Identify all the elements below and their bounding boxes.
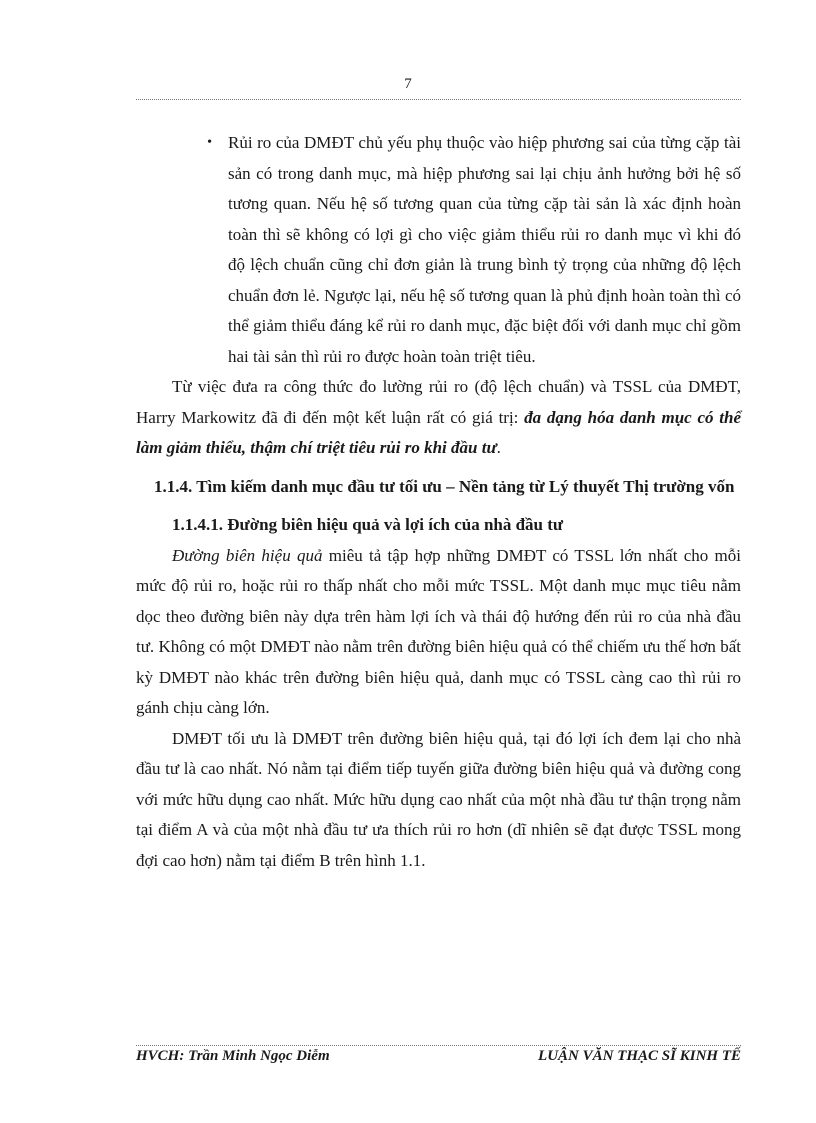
header-rule [136,99,741,100]
page-footer [136,1048,741,1065]
efficient-frontier-term: Đường biên hiệu quả [172,545,323,565]
paragraph-optimal-portfolio: DMĐT tối ưu là DMĐT trên đường biên hiệu quả, tại đó lợi ích đem lại cho nhà đầu tư là cao nhất. Nó nằm tại điểm tiếp tuyến giữa đường biên hiệu quả và đường cong với mức hữu dụng cao nhất. Mức hữu dụng cao nhất của một nhà đầu tư thận trọng nằm tại điểm A và của một nhà đầu tư ưa thích rủi ro hơn (dĩ nhiên sẽ đạt được TSSL mong đợi cao hơn) nằm tại điểm B trên hình 1.1. [136,728,741,870]
footer-author: HVCH: Trần Minh Ngọc Diễm [136,1048,330,1064]
bullet-item [136,128,741,372]
paragraph-markowitz-end: . [496,438,501,457]
paragraph-efficient-frontier [136,541,741,724]
bullet-marker: • [207,135,212,150]
section-heading-1-1-4: 1.1.4. Tìm kiếm danh mục đầu tư tối ưu – Nền tảng từ Lý thuyết Thị trường vốn [154,476,735,496]
subsection-heading-1-1-4-1: 1.1.4.1. Đường biên hiệu quả và lợi ích của nhà đầu tư [172,515,564,534]
footer-thesis-title: LUẬN VĂN THẠC SĨ KINH TẾ [538,1048,741,1064]
footer-rule [136,1045,741,1046]
page-number: 7 [404,76,412,92]
body-text [136,128,741,876]
paragraph-markowitz-emphasis: đa dạng hóa danh mục có thể làm giảm thiểu, thậm chí triệt tiêu rủi ro khi đầu tư [136,407,742,457]
paragraph-markowitz-text: Từ việc đưa ra công thức đo lường rủi ro (độ lệch chuẩn) và TSSL của DMĐT, Harry Markowitz đã đi đến một kết luận rất có giá trị: [136,377,741,427]
efficient-frontier-text: miêu tả tập hợp những DMĐT có TSSL lớn nhất cho mỗi mức độ rủi ro, hoặc rủi ro thấp nhất cho mỗi mức TSSL. Một danh mục mục tiêu nằm dọc theo đường biên này dựa trên hàm lợi ích và thái độ hướng đến rủi ro của nhà đầu tư. Không có một DMĐT nào nằm trên đường biên hiệu quả có thể chiếm ưu thế hơn bất kỳ DMĐT nào khác trên đường biên hiệu quả, danh mục có TSSL càng cao thì rủi ro gánh chịu càng lớn. [136,545,741,717]
paragraph-markowitz [136,372,741,464]
bullet-text: Rủi ro của DMĐT chủ yếu phụ thuộc vào hiệp phương sai của từng cặp tài sản có trong danh mục, mà hiệp phương sai lại chịu ảnh hưởng bởi hệ số tương quan. Nếu hệ số tương quan của từng cặp tài sản là xác định hoàn toàn thì sẽ không có lợi gì cho việc giảm thiểu rủi ro danh mục vì khi đó độ lệch chuẩn cũng chỉ đơn giản là trung bình tỷ trọng của những độ lệch chuẩn đơn lẻ. Ngược lại, nếu hệ số tương quan là phủ định hoàn toàn thì có thể giảm thiểu đáng kể rủi ro danh mục, đặc biệt đối với danh mục chỉ gồm hai tài sản thì rủi ro được hoàn toàn triệt tiêu. [228,133,741,366]
